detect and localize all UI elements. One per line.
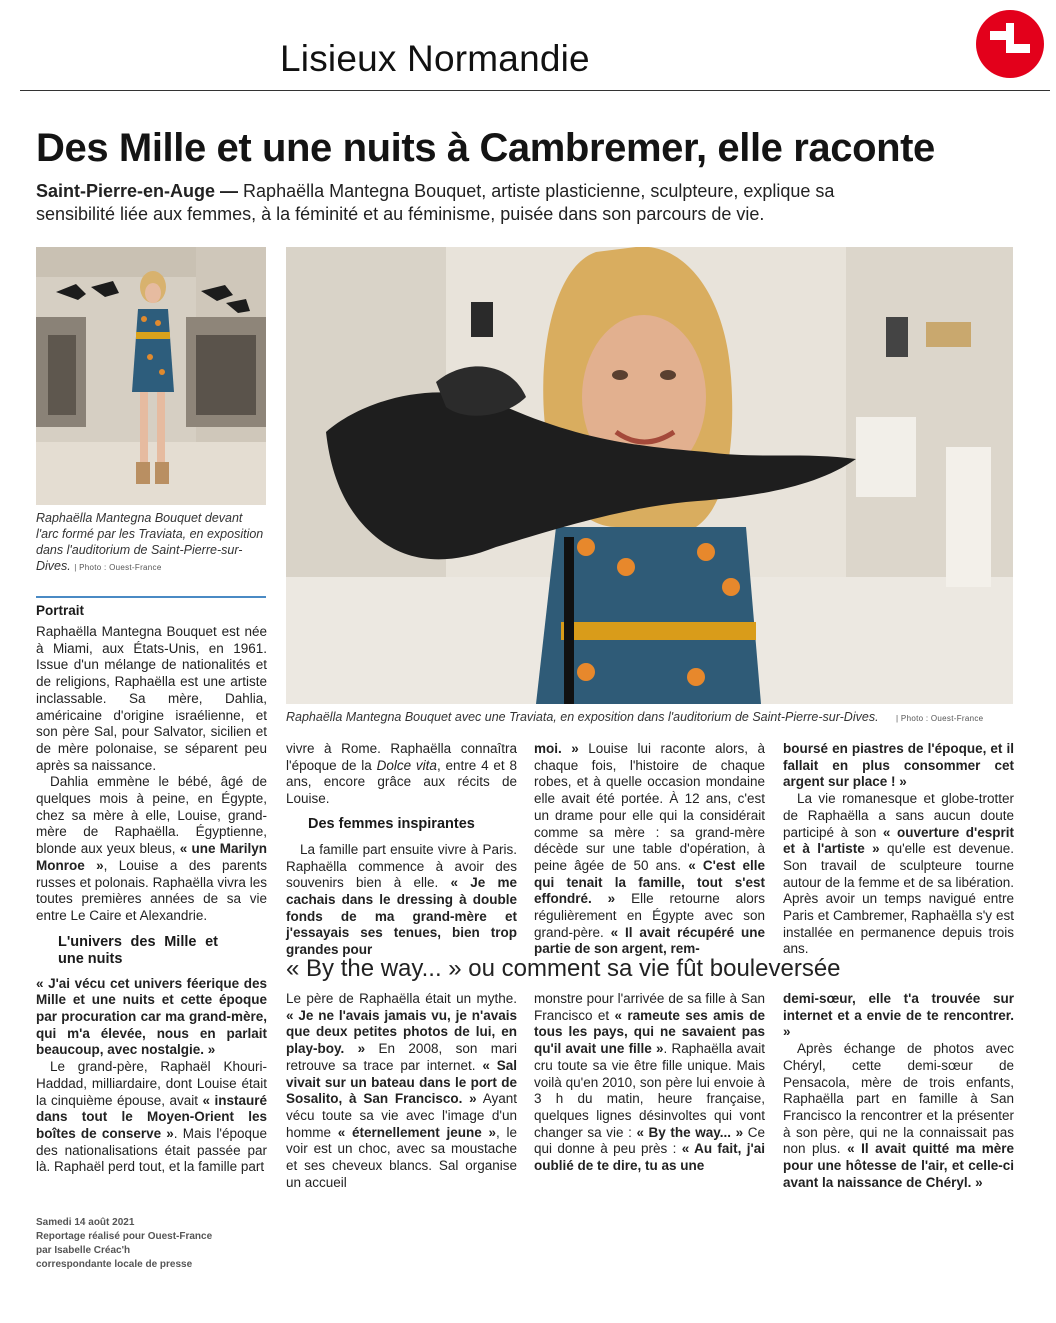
col4-paragraph-1: boursé en piastres de l'époque, et il fallait en plus consommer cet argent sur place ! » bbox=[783, 741, 1014, 790]
portrait-rubric-rule bbox=[36, 596, 266, 598]
footer-date: Samedi 14 août 2021 bbox=[36, 1217, 135, 1228]
photo-small-credit: | Photo : Ouest-France bbox=[74, 563, 162, 572]
masthead-title: Lisieux Normandie bbox=[280, 38, 590, 79]
col3-paragraph-1: moi. » Louise lui raconte alors, à chaque fois, l'histoire de chaque robes, et à quelle occasion mondaine elle avait été portée. À 12 ans, c'est un drame pour elle qui la considérait comme sa mère : sa grand-mère décède sur une table d'opération, à peine âgée de 50 ans. « C'est elle qui tenait la famille, tout s'est effondré. » Elle retourne alors régulièrement en Égypte avec son grand-père. « Il avait récupéré une partie de son argent, rem- bbox=[534, 741, 765, 957]
col2-paragraph-1: vivre à Rome. Raphaëlla connaîtra l'époque de la Dolce vita, entre 4 et 8 ans, encore grâce aux récits de Louise. bbox=[286, 741, 517, 807]
portrait-subhead: L'univers des Mille et une nuits bbox=[58, 933, 218, 967]
col2-subhead: Des femmes inspirantes bbox=[308, 815, 475, 832]
section-2-column-2: monstre pour l'arrivée de sa fille à San Francisco et « rameute ses amis de tous les pays, qui ne savaient pas qu'il avait une fille ». Raphaëlla avait cru toute sa vie être fille unique. Mais voilà qu'en 2010, son père lui envoie à 3 h du matin, heure française, quelques lignes désinvoltes qui vont changer sa vie : « By the way... » Ce qui donne à peu près : « Au fait, j'ai oublié de te dire, tu as une bbox=[534, 991, 765, 1174]
portrait-paragraph-2: Dahlia emmène le bébé, âgé de quelques mois à peine, en Égypte, chez sa mère à elle, Louise, grand-mère de Raphaëlla. Égyptienne, blonde aux yeux bleus, « une Marilyn Monroe », Louise a des parents russes et polonais. Raphaëlla vivra les toutes premières années de sa vie entre Le Caire et Alexandrie. bbox=[36, 774, 267, 923]
portrait-quote: « J'ai vécu cet univers féerique des Mille et une nuits et cette époque par procuration car ma grand-mère, qui m'a élevée, nous en parlait beaucoup, avec nostalgie. » bbox=[36, 975, 267, 1058]
portrait-paragraph-1: Raphaëlla Mantegna Bouquet est née à Miami, aux États-Unis, en 1961. Issue d'un mélange de nationalités et de religions, Raphaëlla est une artiste inclassable. Sa mère, Dahlia, américaine d'origine israélienne, et son père Sal, pour Salvator, sicilien et de mère polonaise, se séparent peu après sa naissance. bbox=[36, 624, 267, 773]
article-footer bbox=[36, 1216, 212, 1272]
portrait-paragraph-4: Le grand-père, Raphaël Khouri-Haddad, milliardaire, dont Louise était la cinquième épouse, avait « instauré dans tout le Moyen-Orient les boîtes de conserve ». Mais l'époque des nationalisations était passée par là. Raphaël perd tout, et la famille part bbox=[36, 1059, 267, 1175]
article-column-3 bbox=[534, 741, 765, 958]
photo-artist-with-sculpture bbox=[286, 247, 1013, 704]
article-lede: Saint-Pierre-en-Auge — Raphaëlla Mantegna Bouquet, artiste plasticienne, sculpteure, explique sa sensibilité liée aux femmes, à la féminité et au féminisme, puisée dans son parcours de vie. bbox=[36, 181, 835, 224]
portrait-rubric: Portrait bbox=[36, 603, 85, 618]
article-headline: Des Mille et une nuits à Cambremer, elle raconte bbox=[36, 126, 935, 170]
masthead-rule bbox=[20, 90, 1050, 91]
col2-paragraph-2: La famille part ensuite vivre à Paris. Raphaëlla commence à avoir des souvenirs bien à elle. « Je me cachais dans le dressing à double fonds de ma grand-mère et j'essayais ses tenues, bien trop grandes pour bbox=[286, 841, 517, 958]
col4-paragraph-2: La vie romanesque et globe-trotter de Raphaëlla a sans aucun doute participé à son « ouverture d'esprit et à l'artiste » qu'elle est devenue. Son travail de sculpteure tourne autour de la femme et de sa libération. Après avoir un temps navigué entre Paris et Cambremer, Raphaëlla s'y est installée en permanence depuis trois ans. bbox=[783, 791, 1014, 957]
footer-reportage: Reportage réalisé pour Ouest-France bbox=[36, 1231, 213, 1242]
section-2-column-1: Le père de Raphaëlla était un mythe. « Je ne l'avais jamais vu, je n'avais que deux petites photos de lui, en play-boy. » En 2008, son mari retrouve sa trace par internet. « Sal vivait sur un bateau dans le port de Sosalito, à San Francisco. » Ayant vécu toute sa vie avec l'image d'un homme « éternellement jeune », le voir est un choc, avec sa moustache et ses cheveux blancs. Sal organise un accueil bbox=[286, 991, 518, 1190]
photo-big-caption: Raphaëlla Mantegna Bouquet avec une Traviata, en exposition dans l'auditorium de Saint-Pierre-sur-Dives. | Photo : Ouest-France bbox=[286, 710, 984, 724]
ouest-france-logo-icon bbox=[976, 10, 1044, 78]
footer-author: par Isabelle Créac'h bbox=[36, 1245, 131, 1256]
photo-big-credit: | Photo : Ouest-France bbox=[896, 714, 984, 723]
section-2-column-3: demi-sœur, elle t'a trouvée sur internet et a envie de te rencontrer. » Après échange de photos avec Chéryl, cette demi-sœur de Pensacola, mère de trois enfants, Raphaëlla part en famille à San Francisco la rencontrer et la présenter à son père, qui ne la connaissait pas non plus. « Il avait quitté ma mère pour une hôtesse de l'air, et celle-ci avant la naissance de Chéryl. » bbox=[783, 991, 1015, 1190]
photo-small-caption: Raphaëlla Mantegna Bouquet devant l'arc formé par les Traviata, en exposition dans l'auditorium de Saint-Pierre-sur-Dives. | Photo : Ouest-France bbox=[36, 511, 264, 573]
article-column-4 bbox=[783, 741, 1014, 958]
photo-artist-standing bbox=[36, 247, 266, 505]
portrait-column bbox=[36, 624, 267, 1176]
footer-author-role: correspondante locale de presse bbox=[36, 1259, 193, 1270]
article-column-2 bbox=[286, 741, 517, 959]
section-2-heading: « By the way... » ou comment sa vie fût bouleversée bbox=[286, 955, 841, 982]
